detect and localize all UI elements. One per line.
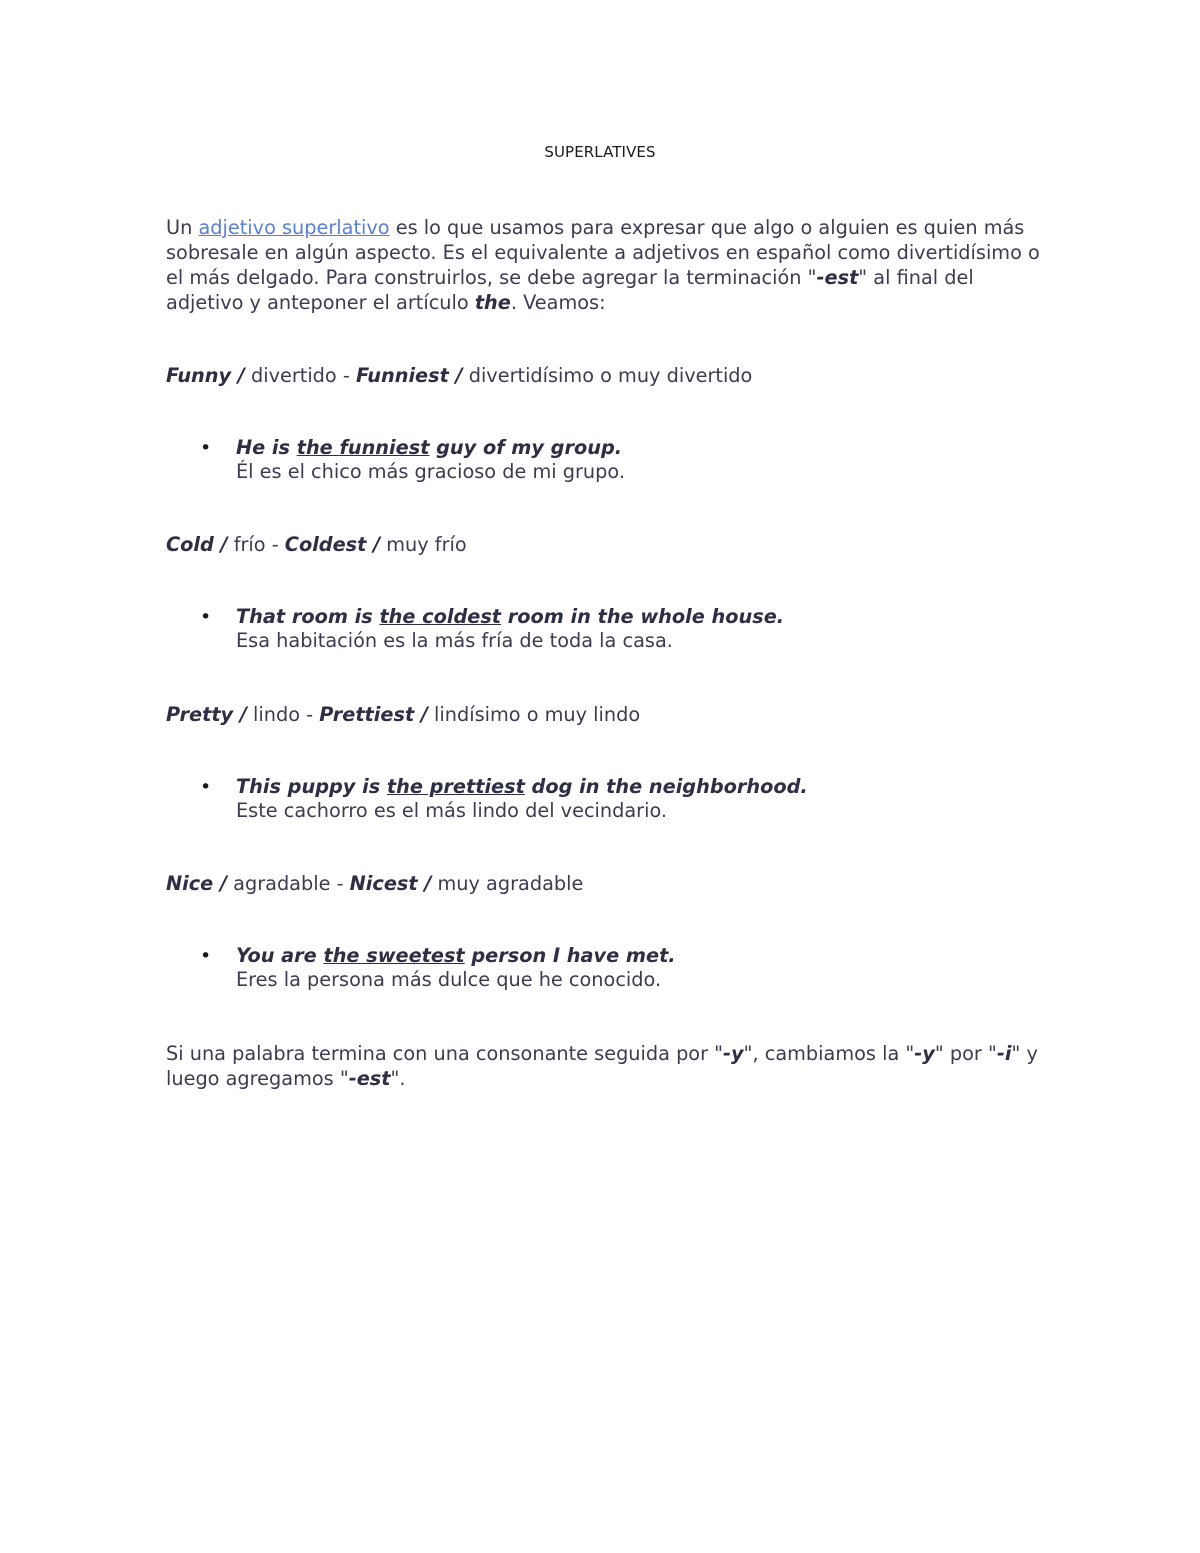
spelling-rule-paragraph xyxy=(166,1041,1046,1091)
adjective-pair-pretty xyxy=(166,702,640,727)
example-sentence-es: Eres la persona más dulce que he conocido. xyxy=(236,968,662,991)
bullet-glyph: • xyxy=(200,776,212,798)
example-sentence-en xyxy=(236,775,808,799)
intro-text-3: " al final del adjetivo y anteponer el artículo xyxy=(166,266,974,314)
example-superlative: the prettiest xyxy=(386,775,525,798)
superlative-translation: muy frío xyxy=(380,533,467,556)
y-suffix: -y xyxy=(914,1042,935,1065)
adjective-translation: divertido - xyxy=(244,364,356,387)
superlative-translation: muy agradable xyxy=(431,872,584,895)
example-sentence-en xyxy=(236,436,622,460)
y-suffix: -y xyxy=(723,1042,744,1065)
est-suffix: -est xyxy=(816,266,859,289)
example-post: guy of my group. xyxy=(429,436,623,459)
superlative-word: Prettiest / xyxy=(319,703,428,726)
est-suffix: -est xyxy=(348,1067,391,1090)
adjective-pair-funny xyxy=(166,363,752,388)
document-title: SUPERLATIVES xyxy=(544,143,656,161)
superlative-translation: lindísimo o muy lindo xyxy=(427,703,641,726)
example-superlative: the funniest xyxy=(296,436,430,459)
adjetivo-superlativo-link[interactable]: adjetivo superlativo xyxy=(198,216,390,239)
adjective-word: Nice / xyxy=(166,872,228,895)
superlative-word: Funniest / xyxy=(355,364,463,387)
adjective-translation: lindo - xyxy=(246,703,320,726)
example-superlative: the sweetest xyxy=(323,944,465,967)
example-sentence-en xyxy=(236,944,676,968)
note-text-2: ", cambiamos la " xyxy=(743,1042,915,1065)
note-text-4: " y luego agregamos " xyxy=(166,1042,1038,1090)
adjective-pair-nice xyxy=(166,871,583,896)
superlative-word: Nicest / xyxy=(349,872,432,895)
note-text-3: " por " xyxy=(934,1042,997,1065)
example-superlative: the coldest xyxy=(379,605,502,628)
example-post: dog in the neighborhood. xyxy=(524,775,808,798)
adjective-word: Cold / xyxy=(166,533,228,556)
bullet-glyph: • xyxy=(200,437,212,459)
example-pre: This puppy is xyxy=(236,775,387,798)
example-sentence-es: Él es el chico más gracioso de mi grupo. xyxy=(236,460,625,483)
adjective-translation: frío - xyxy=(227,533,285,556)
intro-paragraph xyxy=(166,215,1046,315)
bullet-glyph: • xyxy=(200,606,212,628)
adjective-word: Pretty / xyxy=(166,703,247,726)
intro-text-1: Un xyxy=(166,216,199,239)
example-sentence-es: Esa habitación es la más fría de toda la casa. xyxy=(236,629,673,652)
superlative-translation: divertidísimo o muy divertido xyxy=(462,364,753,387)
note-text-1: Si una palabra termina con una consonante seguida por " xyxy=(166,1042,724,1065)
example-pre: He is xyxy=(236,436,297,459)
example-post: person I have met. xyxy=(464,944,676,967)
note-text-5: ". xyxy=(390,1067,406,1090)
example-sentence-en xyxy=(236,605,784,629)
superlative-word: Coldest / xyxy=(284,533,381,556)
adjective-word: Funny / xyxy=(166,364,245,387)
example-pre: That room is xyxy=(236,605,380,628)
i-suffix: -i xyxy=(996,1042,1012,1065)
intro-text-2: es lo que usamos para expresar que algo o alguien es quien más sobresale en algún aspecto. Es el equivalente a adjetivos en español como divertidísimo o el más delgado. Para construirlos, se debe agregar la terminación " xyxy=(166,216,1040,289)
example-pre: You are xyxy=(236,944,324,967)
adjective-translation: agradable - xyxy=(227,872,350,895)
intro-text-4: . Veamos: xyxy=(510,291,606,314)
adjective-pair-cold xyxy=(166,532,467,557)
example-post: room in the whole house. xyxy=(501,605,785,628)
example-sentence-es: Este cachorro es el más lindo del vecindario. xyxy=(236,799,668,822)
the-article: the xyxy=(474,291,511,314)
bullet-glyph: • xyxy=(200,945,212,967)
